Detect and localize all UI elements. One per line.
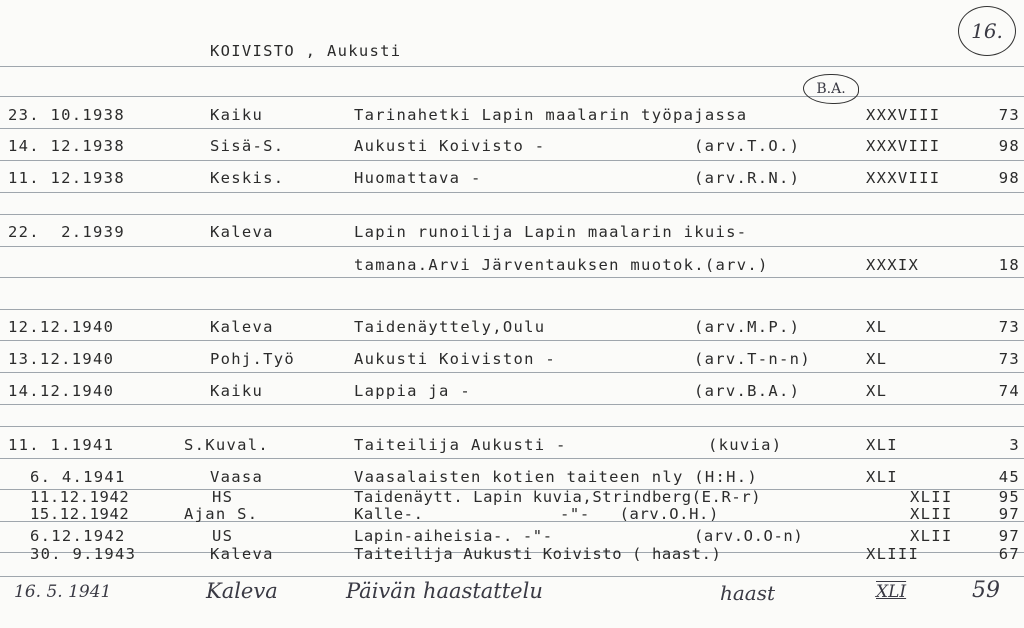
rule-line bbox=[0, 340, 1024, 341]
entry-page: 98 bbox=[998, 169, 1020, 187]
entry-volume: XLIII bbox=[866, 545, 920, 563]
card-number: 16. bbox=[971, 19, 1003, 43]
entry-page: 95 bbox=[998, 488, 1020, 506]
entry-date: 11. 12.1938 bbox=[8, 169, 125, 187]
entry-source: Kaleva bbox=[210, 223, 274, 241]
handwritten-source: Kaleva bbox=[206, 579, 278, 603]
entry-source: Kaleva bbox=[210, 545, 274, 563]
entry-date: 23. 10.1938 bbox=[8, 106, 125, 124]
rule-line bbox=[0, 521, 1024, 522]
entry-reviewer: (arv.O.O-n) bbox=[694, 527, 804, 545]
entry-volume: XXXIX bbox=[866, 256, 920, 274]
entry-reviewer: (arv.M.P.) bbox=[694, 318, 801, 336]
rule-line bbox=[0, 66, 1024, 67]
entry-date: 30. 9.1943 bbox=[30, 545, 137, 563]
entry-page: 67 bbox=[998, 545, 1020, 563]
entry-page: 97 bbox=[998, 527, 1020, 545]
entry-title: Kalle-. bbox=[354, 505, 424, 523]
entry-title: Lappia ja - bbox=[354, 382, 471, 400]
handwritten-volume: XLI bbox=[876, 582, 907, 602]
entry-volume: XLI bbox=[866, 468, 898, 486]
entry-source: Sisä-S. bbox=[210, 137, 285, 155]
entry-volume: XLII bbox=[910, 527, 953, 545]
entry-reviewer: (arv.T.O.) bbox=[694, 137, 801, 155]
entry-source: Kaiku bbox=[210, 382, 264, 400]
entry-source: S.Kuval. bbox=[184, 436, 270, 454]
card-number-circle bbox=[958, 6, 1016, 56]
rule-line bbox=[0, 128, 1024, 129]
entry-title: Taiteilija Aukusti Koivisto ( haast.) bbox=[354, 545, 722, 563]
entry-reviewer: -"- (arv.O.H.) bbox=[560, 505, 719, 523]
entry-title: Aukusti Koiviston - bbox=[354, 350, 557, 368]
rule-line bbox=[0, 309, 1024, 310]
entry-title: Aukusti Koivisto - bbox=[354, 137, 546, 155]
entry-volume: XXXVIII bbox=[866, 106, 941, 124]
entry-page: 45 bbox=[998, 468, 1020, 486]
rule-line bbox=[0, 160, 1024, 161]
rule-line bbox=[0, 246, 1024, 247]
entry-page: 73 bbox=[998, 350, 1020, 368]
entry-source: US bbox=[212, 527, 234, 545]
entry-date: 6. 4.1941 bbox=[30, 468, 126, 486]
entry-page: 18 bbox=[998, 256, 1020, 274]
rule-line bbox=[0, 277, 1024, 278]
entry-volume: XXXVIII bbox=[866, 169, 941, 187]
entry-source: Ajan S. bbox=[184, 505, 259, 523]
entry-page: 98 bbox=[998, 137, 1020, 155]
entry-title: Lapin-aiheisia-. -"- bbox=[354, 527, 553, 545]
annotation-text: B.A. bbox=[816, 81, 846, 97]
entry-reviewer: (arv.R.N.) bbox=[694, 169, 801, 187]
entry-reviewer: (kuvia) bbox=[708, 436, 783, 454]
entry-source: Kaleva bbox=[210, 318, 274, 336]
rule-line bbox=[0, 458, 1024, 459]
handwritten-note: haast bbox=[720, 581, 776, 605]
rule-line bbox=[0, 192, 1024, 193]
entry-volume: XL bbox=[866, 350, 888, 368]
entry-date: 11. 1.1941 bbox=[8, 436, 115, 454]
entry-source: Vaasa bbox=[210, 468, 264, 486]
entry-page: 74 bbox=[998, 382, 1020, 400]
entry-page: 73 bbox=[998, 318, 1020, 336]
entry-reviewer: (arv.B.A.) bbox=[694, 382, 801, 400]
entry-title: Taiteilija Aukusti - bbox=[354, 436, 567, 454]
entry-title: Vaasalaisten kotien taiteen nly (H:H.) bbox=[354, 468, 759, 486]
entry-page: 97 bbox=[998, 505, 1020, 523]
annotation-circle bbox=[803, 74, 859, 104]
rule-line bbox=[0, 372, 1024, 373]
entry-volume: XL bbox=[866, 382, 888, 400]
card-title: KOIVISTO , Aukusti bbox=[210, 42, 402, 60]
entry-title: Tarinahetki Lapin maalarin työpajassa bbox=[354, 106, 748, 124]
entry-source: HS bbox=[212, 488, 234, 506]
entry-source: Pohj.Työ bbox=[210, 350, 296, 368]
handwritten-date: 16. 5. 1941 bbox=[14, 582, 112, 602]
entry-volume: XXXVIII bbox=[866, 137, 941, 155]
entry-volume: XLII bbox=[910, 505, 953, 523]
entry-title: Taidenäytt. Lapin kuvia,Strindberg(E.R-r) bbox=[354, 488, 762, 506]
rule-line bbox=[0, 404, 1024, 405]
entry-date: 12.12.1940 bbox=[8, 318, 115, 336]
entry-volume: XLII bbox=[910, 488, 953, 506]
entry-date: 14. 12.1938 bbox=[8, 137, 125, 155]
rule-line bbox=[0, 576, 1024, 577]
entry-reviewer: (arv.T-n-n) bbox=[694, 350, 811, 368]
entry-date: 6.12.1942 bbox=[30, 527, 126, 545]
entry-source: Kaiku bbox=[210, 106, 264, 124]
entry-title: tamana.Arvi Järventauksen muotok.(arv.) bbox=[354, 256, 769, 274]
entry-date: 11.12.1942 bbox=[30, 488, 130, 506]
rule-line bbox=[0, 214, 1024, 215]
entry-date: 14.12.1940 bbox=[8, 382, 115, 400]
entry-title: Lapin runoilija Lapin maalarin ikuis- bbox=[354, 223, 748, 241]
entry-page: 3 bbox=[1009, 436, 1020, 454]
entry-source: Keskis. bbox=[210, 169, 285, 187]
handwritten-page: 59 bbox=[972, 578, 1000, 603]
handwritten-title: Päivän haastattelu bbox=[346, 579, 543, 603]
entry-date: 13.12.1940 bbox=[8, 350, 115, 368]
entry-page: 73 bbox=[998, 106, 1020, 124]
rule-line bbox=[0, 96, 1024, 97]
rule-line bbox=[0, 426, 1024, 427]
entry-volume: XL bbox=[866, 318, 888, 336]
entry-date: 22. 2.1939 bbox=[8, 223, 125, 241]
entry-date: 15.12.1942 bbox=[30, 505, 130, 523]
entry-title: Huomattava - bbox=[354, 169, 482, 187]
entry-volume: XLI bbox=[866, 436, 898, 454]
entry-title: Taidenäyttely,Oulu bbox=[354, 318, 546, 336]
